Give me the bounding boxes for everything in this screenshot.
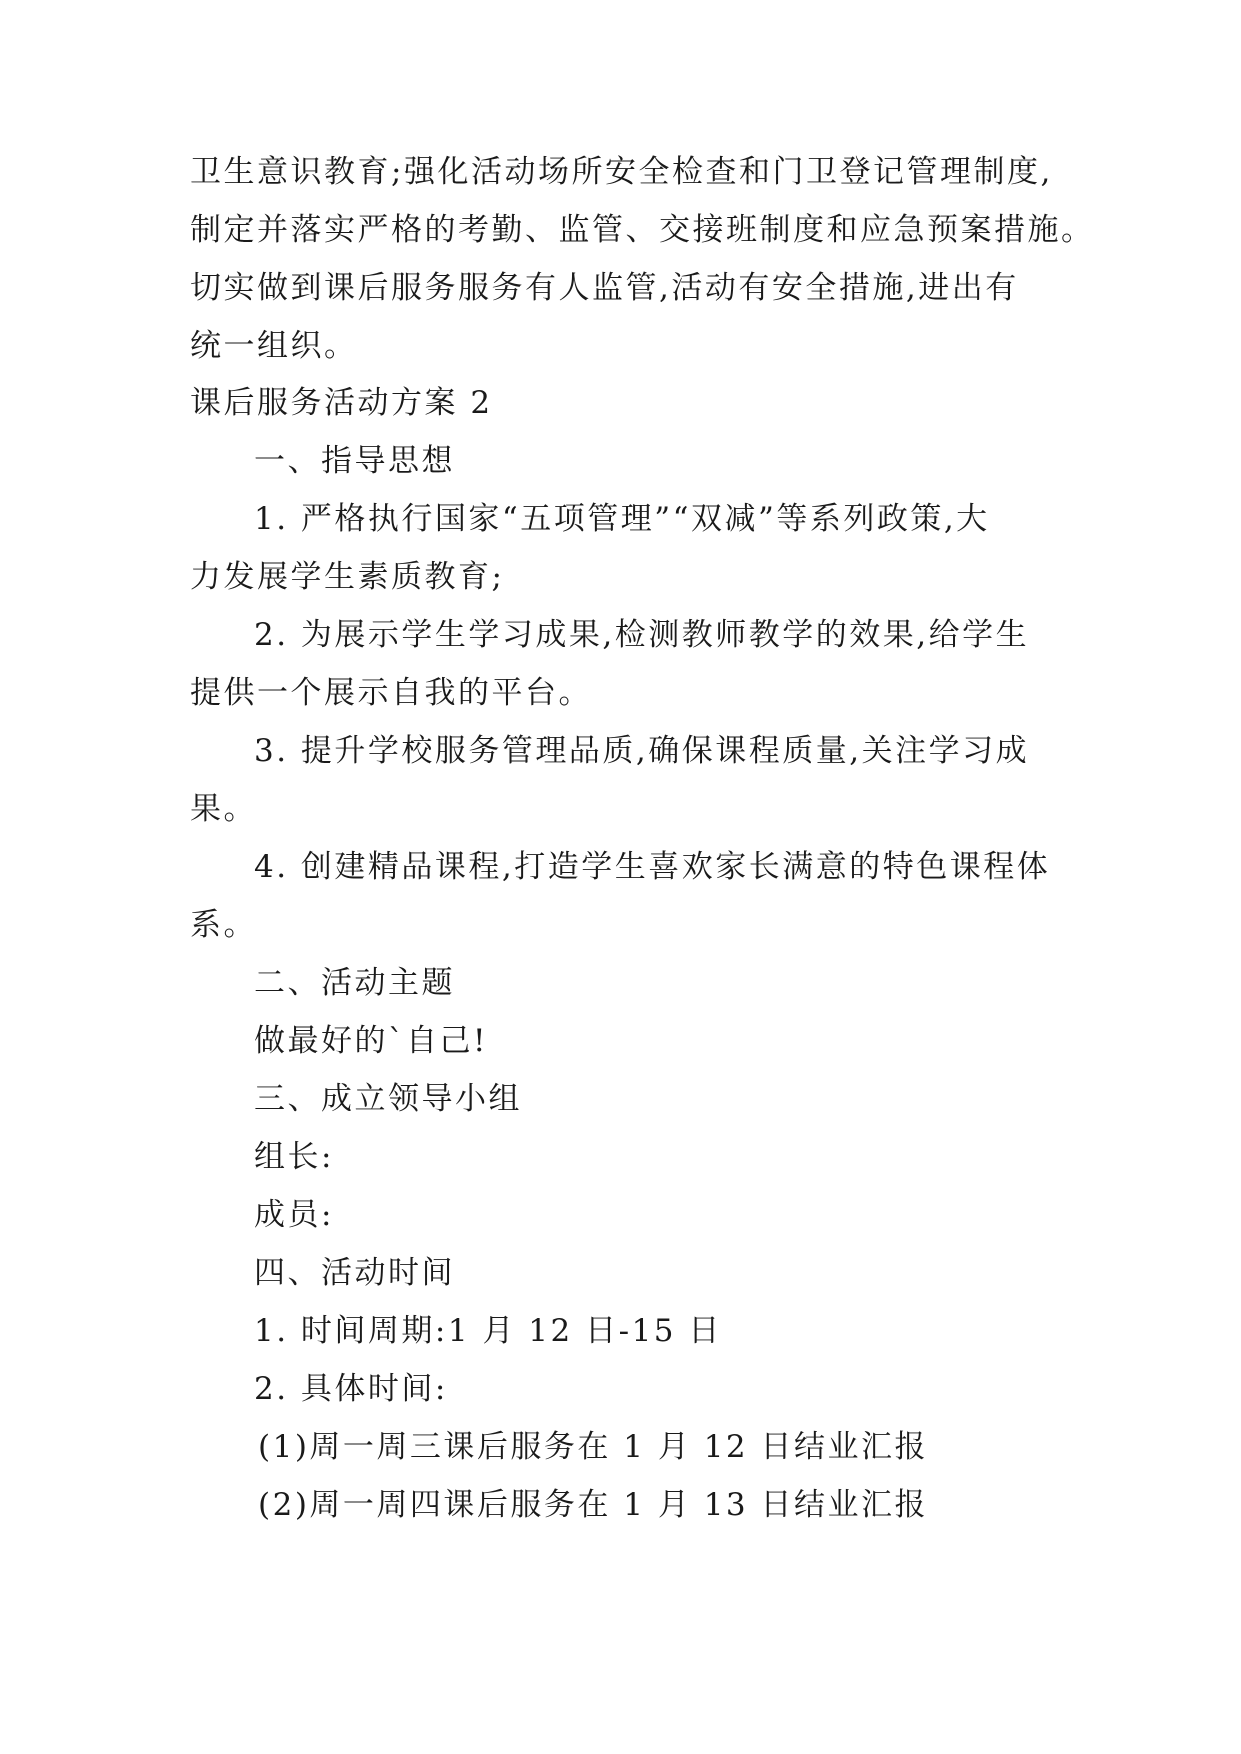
- text-line: (1)周一周三课后服务在 1 月 12 日结业汇报: [258, 1429, 928, 1465]
- heading-activity-theme: 二、活动主题: [254, 965, 455, 1001]
- text-line: 2. 具体时间:: [254, 1371, 448, 1407]
- text-line: 制定并落实严格的考勤、监管、交接班制度和应急预案措施。: [190, 212, 1095, 248]
- text-line: 力发展学生素质教育;: [190, 559, 505, 595]
- text-line: 系。: [190, 907, 257, 943]
- heading-activity-time: 四、活动时间: [254, 1255, 455, 1291]
- text-line: (2)周一周四课后服务在 1 月 13 日结业汇报: [258, 1487, 928, 1523]
- text-line: 果。: [190, 791, 257, 827]
- text-line: 卫生意识教育;强化活动场所安全检查和门卫登记管理制度,: [190, 154, 1053, 190]
- text-line: 做最好的`自己!: [254, 1023, 488, 1059]
- text-line: 切实做到课后服务服务有人监管,活动有安全措施,进出有: [190, 270, 1019, 306]
- text-line: 组长:: [254, 1139, 334, 1175]
- heading-leadership-group: 三、成立领导小组: [254, 1081, 522, 1117]
- text-line: 1. 严格执行国家“五项管理”“双减”等系列政策,大: [254, 501, 990, 537]
- text-line: 统一组织。: [190, 328, 358, 364]
- text-line: 2. 为展示学生学习成果,检测教师教学的效果,给学生: [254, 617, 1030, 653]
- text-line: 4. 创建精品课程,打造学生喜欢家长满意的特色课程体: [254, 849, 1051, 885]
- heading-guiding-ideology: 一、指导思想: [254, 443, 455, 479]
- text-line: 3. 提升学校服务管理品质,确保课程质量,关注学习成: [254, 733, 1030, 769]
- text-line: 成员:: [254, 1197, 334, 1233]
- text-line: 1. 时间周期:1 月 12 日-15 日: [254, 1313, 722, 1349]
- section-title: 课后服务活动方案 2: [190, 385, 493, 421]
- text-line: 提供一个展示自我的平台。: [190, 675, 592, 711]
